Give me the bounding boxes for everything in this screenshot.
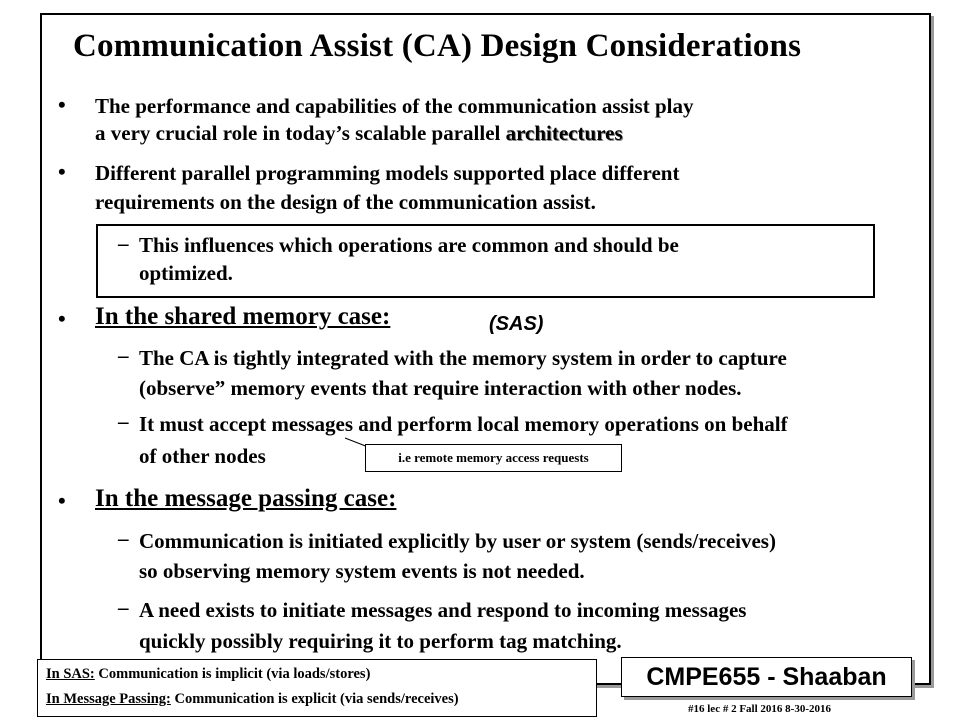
message-item-1-line-1: Communication is initiated explicitly by user or system (sends/receives) <box>139 529 776 553</box>
shared-item-2-line-2: of other nodes <box>139 444 266 468</box>
shared-memory-heading: In the shared memory case: <box>95 303 391 330</box>
summary-note <box>37 659 597 717</box>
slide-footer: #16 lec # 2 Fall 2016 8-30-2016 <box>688 703 831 715</box>
note-line-2 <box>46 687 588 712</box>
dash-marker: – <box>118 595 129 619</box>
bullet-2-sub-line-2: optimized. <box>139 261 233 285</box>
message-passing-heading: In the message passing case: <box>95 485 397 512</box>
note-text-mp: Communication is explicit (via sends/receives) <box>170 691 459 707</box>
dash-marker: – <box>118 231 129 255</box>
dash-marker: – <box>118 409 129 433</box>
sas-tag: (SAS) <box>489 313 544 335</box>
bullet-2-line-2: requirements on the design of the communication assist. <box>95 190 596 214</box>
course-badge: CMPE655 - Shaaban <box>621 657 912 697</box>
bullet-marker: • <box>58 488 66 513</box>
slide-title: Communication Assist (CA) Design Considerations <box>73 28 802 64</box>
message-item-2-line-2: quickly possibly requiring it to perform tag matching. <box>139 629 622 653</box>
dash-marker: – <box>118 343 129 367</box>
shared-item-1-line-1: The CA is tightly integrated with the memory system in order to capture <box>139 346 787 370</box>
note-line-1 <box>46 662 588 687</box>
bullet-marker: • <box>58 92 66 117</box>
bullet-1-emphasis: architectures <box>505 121 623 145</box>
bullet-marker: • <box>58 306 66 331</box>
note-label-sas: In SAS: <box>46 666 95 682</box>
bullet-2-line-1: Different parallel programming models supported place different <box>95 161 680 185</box>
bullet-2-sub-line-1: This influences which operations are common and should be <box>139 233 679 257</box>
dash-marker: – <box>118 526 129 550</box>
note-label-mp: In Message Passing: <box>46 691 171 707</box>
shared-item-1-line-2: (observe” memory events that require interaction with other nodes. <box>139 376 742 400</box>
bullet-1-line-2-text: a very crucial role in today’s scalable parallel <box>95 121 506 145</box>
bullet-1-line-1: The performance and capabilities of the communication assist play <box>95 94 694 118</box>
note-text-sas: Communication is implicit (via loads/stores) <box>94 666 371 682</box>
message-item-1-line-2: so observing memory system events is not needed. <box>139 559 585 583</box>
shared-item-2-line-1: It must accept messages and perform local memory operations on behalf <box>139 412 788 436</box>
callout-box: i.e remote memory access requests <box>365 444 622 472</box>
message-item-2-line-1: A need exists to initiate messages and respond to incoming messages <box>139 598 747 622</box>
bullet-marker: • <box>58 159 66 184</box>
